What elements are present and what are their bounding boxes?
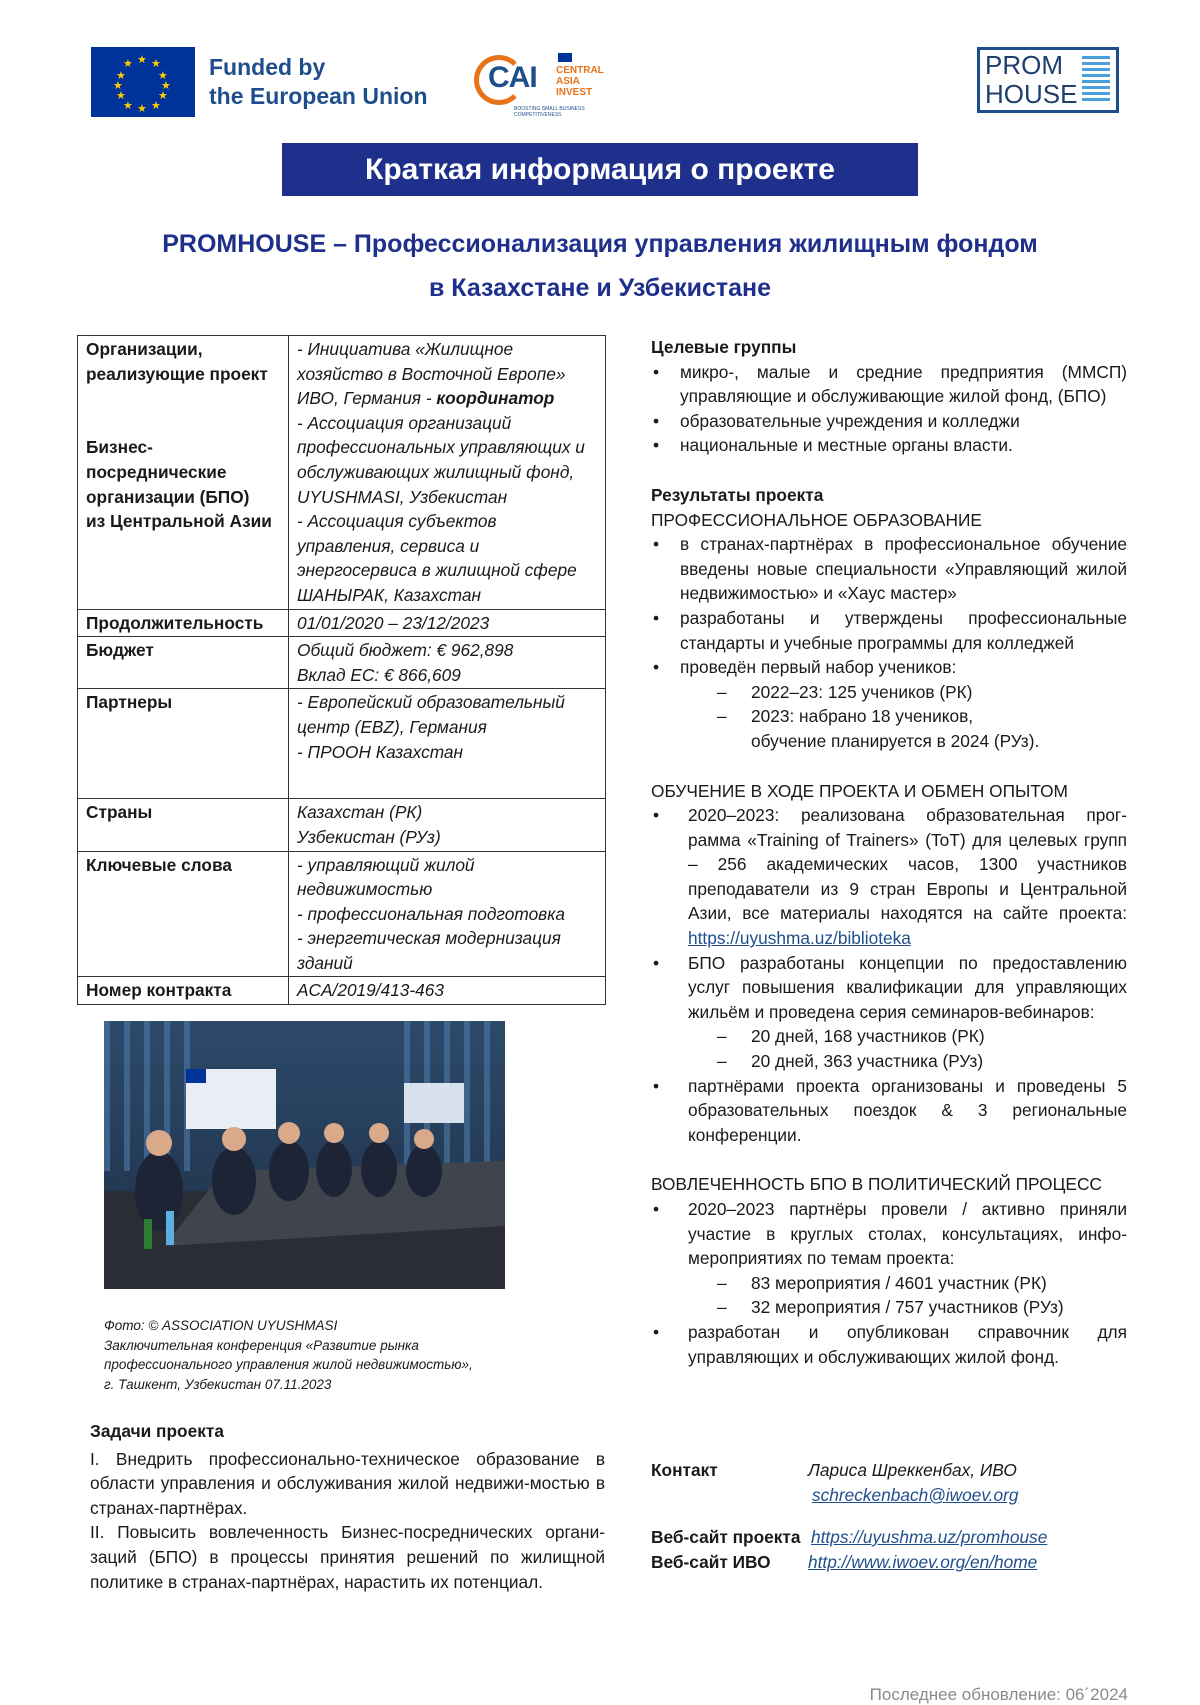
countries-label: Страны <box>78 799 289 851</box>
eu-flag-icon: ★ ★ ★ ★ ★ ★ ★ ★ ★ ★ ★ ★ <box>91 47 195 117</box>
promhouse-logo-text: PROM HOUSE <box>985 50 1078 109</box>
results-heading: Результаты проекта <box>651 484 824 505</box>
list-item <box>651 803 1127 951</box>
duration-label: Продолжительность <box>78 609 289 637</box>
contact-label: Контакт <box>651 1460 718 1480</box>
list-item: • в странах-партнёрах в профессиональное обучение введены новые специальности «Управляющий жилой недвижимостью» и «Хаус мастер» <box>651 532 1127 606</box>
keywords-label: Ключевые слова <box>78 851 289 977</box>
cai-text: CENTRAL ASIA INVEST <box>556 65 604 98</box>
countries-value: Казахстан (РК) Узбекистан (РУз) <box>289 799 606 851</box>
training-list <box>651 803 1127 1147</box>
coordinator-label: координатор <box>436 388 555 409</box>
sub-list-item: – 83 мероприятия / 4601 участник (РК) <box>651 1271 1127 1296</box>
list-item: • разработаны и утверждены профессиональные стандарты и учебные программы для колледжей <box>651 606 1127 655</box>
education-heading: ПРОФЕССИОНАЛЬНОЕ ОБРАЗОВАНИЕ <box>651 509 982 530</box>
partners-value: - Европейский образовательный центр (EBZ), Германия - ПРООН Казахстан <box>289 689 606 799</box>
conference-photo-image <box>104 1021 505 1289</box>
biblioteka-link[interactable]: https://uyushma.uz/biblioteka <box>688 928 911 949</box>
contact-name: Лариса Шреккенбах, ИВО <box>808 1460 1017 1480</box>
conference-photo <box>104 1021 505 1289</box>
right-column <box>651 335 1127 1369</box>
list-item: • национальные и местные органы власти. <box>651 433 1127 458</box>
sub-list-item: – 2023: набрано 18 учеников, обучение планируется в 2024 (РУз). <box>651 704 1127 753</box>
eu-funded-text: Funded by the European Union <box>209 54 428 109</box>
target-groups-list <box>651 360 1127 458</box>
table-row <box>78 336 606 610</box>
page-title: Краткая информация о проекте <box>282 143 918 196</box>
web-project-link[interactable]: https://uyushma.uz/promhouse <box>811 1527 1048 1547</box>
eu-small-flag-icon <box>558 53 572 62</box>
central-asia-invest-logo <box>474 51 624 118</box>
project-info-table <box>77 335 606 1005</box>
sub-list-item: – 20 дней, 168 участников (РК) <box>651 1024 1127 1049</box>
web-iwo-label: Веб-сайт ИВО <box>651 1552 771 1572</box>
project-title: PROMHOUSE – Профессионализация управления жилищным фондом в Казахстане и Узбекистане <box>162 230 1038 302</box>
table-row <box>78 799 606 851</box>
contact-email-link[interactable]: schreckenbach@iwoev.org <box>812 1485 1019 1505</box>
table-row <box>78 851 606 977</box>
list-item: • 2020–2023 партнёры провели / активно приняли участие в круглых столах, консультациях, инфо-мероприятиях по темам проекта: <box>651 1197 1127 1271</box>
cai-tagline: BOOSTING SMALL BUSINESS COMPETITIVENESS <box>514 106 585 118</box>
sub-list-item: – 2022–23: 125 учеников (РК) <box>651 680 1127 705</box>
keywords-value: - управляющий жилой недвижимостью - профессиональная подготовка - энергетическая модернизация зданий <box>289 851 606 977</box>
table-row <box>78 637 606 689</box>
sub-list-item: – 32 мероприятия / 757 участников (РУз) <box>651 1295 1127 1320</box>
training-heading: ОБУЧЕНИЕ В ХОДЕ ПРОЕКТА И ОБМЕН ОПЫТОМ <box>651 780 1068 801</box>
training-item-text: 2020–2023: реализована образовательная прог-рамма «Training of Trainers» (ToT) для целевых групп – 256 академических часов, 1300 участников преподаватели из 9 стран Европы и Центральной Азии, все материалы находятся на сайте проекта: <box>688 805 1127 924</box>
org-value-text: - Инициатива «Жилищное хозяйство в Восточной Европе» ИВО, Германия - <box>297 339 566 409</box>
org-value-text-2: - Ассоциация организаций профессиональных управляющих и обслуживающих жилищный фонд, UYUSHMASI, Узбекистан - Ассоциация субъектов управления, сервиса и энергосервиса в жилищной сфере ШАНЫРАК, Казахстан <box>297 412 585 605</box>
cai-mark: CAI <box>488 61 537 94</box>
task-item: II. Повысить вовлеченность Бизнес-посреднических органи-заций (БПО) в процессы принятия решений по жилищной политике в странах-партнёрах, нарастить их потенциал. <box>90 1522 605 1592</box>
org-label: Организации, реализующие проект Бизнес- посреднические организации (БПО) из Центральной Азии <box>78 336 289 610</box>
education-list <box>651 532 1127 753</box>
web-iwo-link[interactable]: http://www.iwoev.org/en/home <box>808 1552 1038 1572</box>
table-row <box>78 977 606 1005</box>
list-item: • БПО разработаны концепции по предоставлению услуг повышения квалификации для управляющих жильём и проведена серия семинаров-вебинаров: <box>651 951 1127 1025</box>
promhouse-logo <box>977 47 1119 113</box>
building-lines-icon <box>1082 56 1110 104</box>
budget-value: Общий бюджет: € 962,898 Вклад ЕС: € 866,609 <box>289 637 606 689</box>
eu-logo <box>91 47 436 117</box>
list-item: • образовательные учреждения и колледжи <box>651 409 1127 434</box>
partners-label: Партнеры <box>78 689 289 799</box>
web-project-label: Веб-сайт проекта <box>651 1527 801 1547</box>
list-item: • микро-, малые и средние предприятия (ММСП) управляющие и обслуживающие жилой фонд, (БПО) <box>651 360 1127 409</box>
table-row <box>78 689 606 799</box>
sub-list-item: – 20 дней, 363 участника (РУз) <box>651 1049 1127 1074</box>
target-groups-heading: Целевые группы <box>651 337 797 357</box>
org-value <box>289 336 606 610</box>
task-item: I. Внедрить профессионально-техническое образование в области управления и обслуживания жилой недвижи-мостью в странах-партнёрах. <box>90 1448 605 1518</box>
list-item: • разработан и опубликован справочник для управляющих и обслуживающих жилой фонд. <box>651 1320 1127 1369</box>
duration-value: 01/01/2020 – 23/12/2023 <box>289 609 606 637</box>
last-updated: Последнее обновление: 06´2024 <box>869 1685 1128 1704</box>
policy-list <box>651 1197 1127 1369</box>
table-row <box>78 609 606 637</box>
budget-label: Бюджет <box>78 637 289 689</box>
list-item: • проведён первый набор учеников: <box>651 655 1127 680</box>
list-item: • партнёрами проекта организованы и проведены 5 образовательных поездок & 3 региональные конференции. <box>651 1074 1127 1148</box>
policy-heading: ВОВЛЕЧЕННОСТЬ БПО В ПОЛИТИЧЕСКИЙ ПРОЦЕСС <box>651 1174 1102 1195</box>
tasks-heading: Задачи проекта <box>90 1421 224 1441</box>
contract-value: ACA/2019/413-463 <box>289 977 606 1005</box>
contract-label: Номер контракта <box>78 977 289 1005</box>
photo-caption: Фото: © ASSOCIATION UYUSHMASI Заключительная конференция «Развитие рынка профессионального управления жилой недвижимостью», г. Ташкент, Узбекистан 07.11.2023 <box>104 1318 473 1392</box>
project-tasks <box>90 1419 605 1594</box>
